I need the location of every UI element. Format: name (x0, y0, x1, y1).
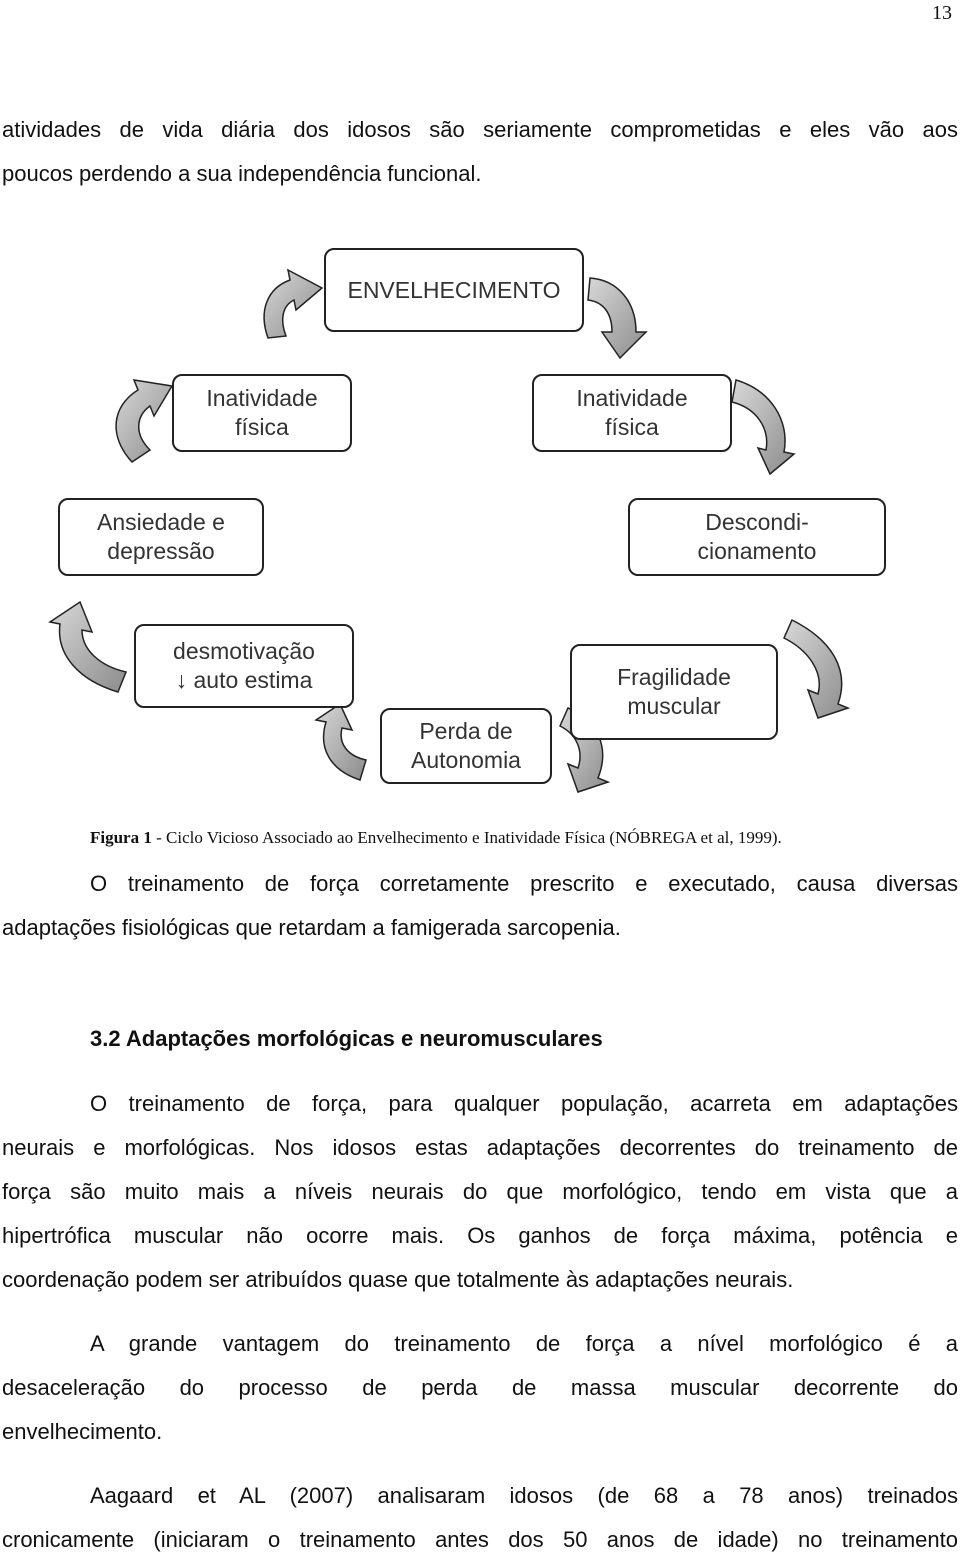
text-line: hipertrófica muscular não ocorre mais. Os ganhos de força máxima, potência e (2, 1223, 958, 1248)
node-inatividade-fisica-left: Inatividade física (172, 374, 352, 452)
text-line: envelhecimento. (2, 1419, 163, 1444)
node-ansiedade-depressao: Ansiedade e depressão (58, 498, 264, 576)
node-desmotivacao (134, 624, 354, 708)
auto-estima-line (176, 666, 313, 695)
section-heading: 3.2 Adaptações morfológicas e neuromusculares (90, 1026, 603, 1051)
text-line: neurais e morfológicas. Nos idosos estas adaptações decorrentes do treinamento de (2, 1135, 958, 1160)
figure-caption (90, 828, 782, 848)
curved-arrow-icon (116, 380, 172, 462)
text-line: coordenação podem ser atribuídos quase que totalmente às adaptações neurais. (2, 1267, 794, 1292)
text-line: Aagaard et AL (2007) analisaram idosos (de 68 a 78 anos) treinados (90, 1483, 958, 1508)
node-descondicionamento: Descondi- cionamento (628, 498, 886, 576)
down-arrow-icon: ↓ (175, 667, 188, 693)
text-line: desaceleração do processo de perda de massa muscular decorrente do (2, 1375, 958, 1400)
node-fragilidade-muscular: Fragilidade muscular (570, 644, 778, 740)
curved-arrow-icon (316, 704, 366, 780)
text-line: adaptações fisiológicas que retardam a famigerada sarcopenia. (2, 915, 621, 940)
desmotivacao-label: desmotivação (173, 638, 315, 664)
text-line: O treinamento de força corretamente prescrito e executado, causa diversas (90, 871, 958, 896)
node-envelhecimento: ENVELHECIMENTO (324, 248, 584, 332)
curved-arrow-icon (264, 270, 322, 338)
text-line: atividades de vida diária dos idosos são seriamente comprometidas e eles vão aos (2, 117, 958, 142)
intro-paragraph (2, 108, 958, 196)
figure-label: Figura 1 (90, 828, 152, 847)
node-inatividade-fisica-right: Inatividade física (532, 374, 732, 452)
text-line: O treinamento de força, para qualquer população, acarreta em adaptações (90, 1091, 958, 1116)
text-line: A grande vantagem do treinamento de força a nível morfológico é a (90, 1331, 958, 1356)
text-line: cronicamente (iniciaram o treinamento antes dos 50 anos de idade) no treinamento (2, 1527, 958, 1552)
curved-arrow-icon (784, 620, 848, 718)
curved-arrow-icon (588, 278, 646, 358)
paragraph-treinamento (2, 862, 958, 950)
text-line: força são muito mais a níveis neurais do que morfológico, tendo em vista que a (2, 1179, 958, 1204)
curved-arrow-icon (50, 602, 126, 692)
page-number: 13 (932, 2, 952, 24)
paragraph-aagaard (2, 1474, 958, 1562)
vicious-cycle-diagram (0, 240, 960, 810)
paragraph-adaptacoes (2, 1082, 958, 1302)
text-line: poucos perdendo a sua independência funcional. (2, 161, 482, 186)
auto-estima-label: auto estima (193, 667, 313, 693)
figure-caption-text: - Ciclo Vicioso Associado ao Envelhecimento e Inatividade Física (NÓBREGA et al, 1999). (151, 828, 782, 847)
node-perda-autonomia: Perda de Autonomia (380, 708, 552, 784)
paragraph-vantagem (2, 1322, 958, 1454)
curved-arrow-icon (732, 380, 794, 474)
